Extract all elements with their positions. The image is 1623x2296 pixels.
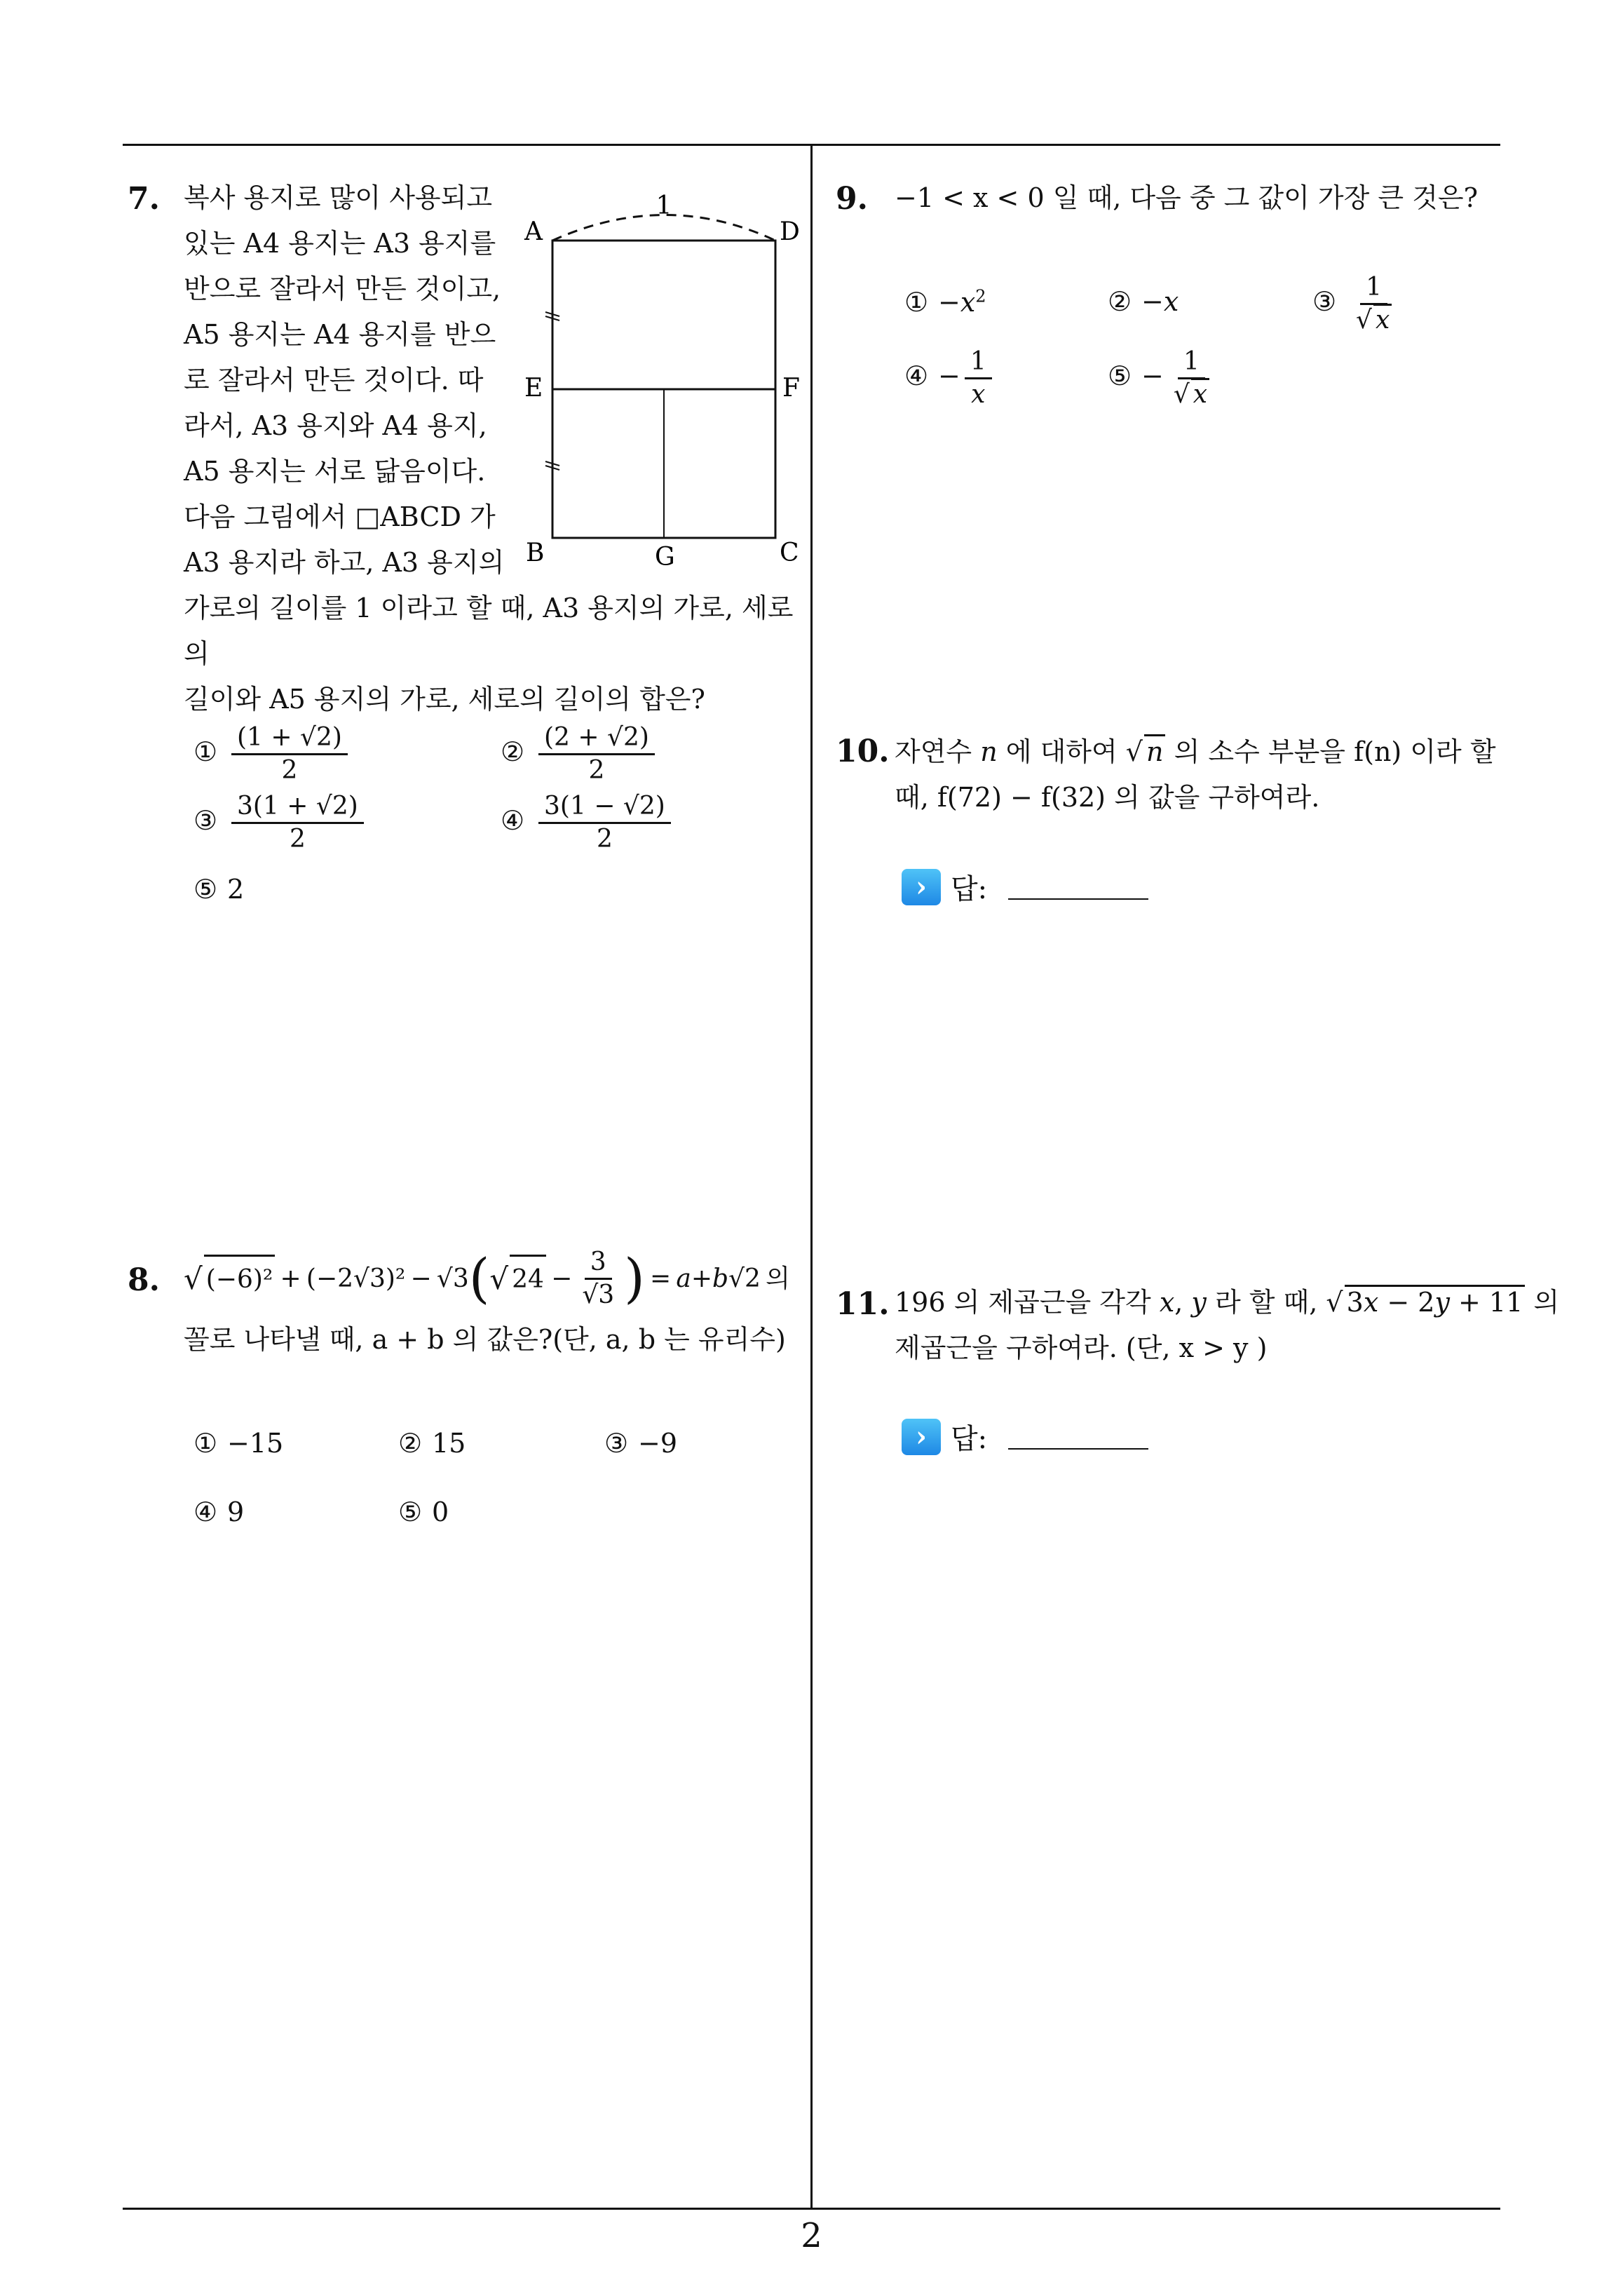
- q7-option-1[interactable]: [193, 722, 352, 786]
- option-mark: ③: [193, 805, 218, 836]
- q7-line: 라서, A3 용지와 A4 용지,: [184, 410, 487, 441]
- label-f: F: [782, 374, 800, 403]
- fraction: [1168, 346, 1215, 410]
- q8-option-1[interactable]: [193, 1428, 283, 1459]
- q10-line1-text: 의 소수 부분을 f(n) 이라 할: [1174, 736, 1496, 767]
- q7-line: 복사 용지로 많이 사용되고: [184, 182, 493, 213]
- option-value: 0: [432, 1497, 449, 1527]
- q8-option-4[interactable]: [193, 1497, 244, 1527]
- option-value: −9: [638, 1428, 678, 1459]
- option-value: 2: [227, 874, 245, 905]
- denominator: 2: [289, 825, 306, 853]
- label-a: A: [524, 217, 543, 246]
- chevron-right-icon: ›: [902, 869, 941, 905]
- q7-option-5[interactable]: [193, 874, 244, 905]
- denominator: x: [971, 380, 986, 409]
- q9-option-4[interactable]: ④ − $\frac{1}{x}$: [904, 346, 996, 410]
- option-mark: ③: [604, 1428, 629, 1459]
- option-mark: ③: [1312, 286, 1337, 317]
- a3-paper-figure: [519, 182, 806, 582]
- q9-option-5[interactable]: ⑤ − $\frac{1}{√ x}$: [1108, 346, 1219, 410]
- denominator: √ x: [1168, 379, 1215, 410]
- q7-number: 7.: [128, 181, 160, 217]
- fraction: [538, 791, 671, 855]
- page-number: 2: [801, 2216, 822, 2255]
- answer-label: 답:: [951, 1423, 988, 1455]
- fraction: [965, 346, 992, 410]
- q9-option-1[interactable]: [904, 286, 986, 318]
- answer-blank[interactable]: [1008, 1448, 1148, 1450]
- denominator: 2: [281, 756, 298, 785]
- chevron-right-icon: ›: [902, 1419, 941, 1455]
- option-mark: ①: [193, 736, 218, 767]
- q8-option-5[interactable]: [398, 1497, 449, 1527]
- q7-line: 가로의 길이를 1 이라고 할 때, A3 용지의 가로, 세로의: [184, 593, 794, 669]
- q10-line1: 자연수 n 에 대하여 √ n 의 소수 부분을 f(n) 이라 할: [895, 729, 1512, 775]
- option-value: 9: [227, 1497, 245, 1527]
- q7-line: A5 용지는 A4 용지를 반으: [184, 319, 496, 350]
- denominator: 2: [588, 756, 605, 785]
- label-top: 1: [656, 191, 672, 220]
- denominator: 2: [596, 825, 613, 853]
- q10-answer[interactable]: [902, 867, 1148, 907]
- q7-option-4[interactable]: [501, 791, 675, 855]
- numerator: 1: [1178, 346, 1205, 379]
- option-value: −15: [227, 1428, 284, 1459]
- option-value: $-x^2$: [938, 286, 986, 318]
- q11-answer[interactable]: [902, 1417, 1148, 1457]
- label-g: G: [655, 543, 675, 572]
- option-mark: ②: [398, 1428, 423, 1459]
- option-value: −x: [1141, 286, 1179, 317]
- q7-line: 로 잘라서 만든 것이다. 따: [184, 365, 484, 396]
- option-mark: ⑤: [398, 1497, 423, 1527]
- q8-expression: √ (−6)² + (−2√3)² − √3 ( √ 24 − $\frac{3}{√3}$ ) = a + b √2 의: [184, 1247, 790, 1309]
- option-value: 15: [432, 1428, 466, 1459]
- q9-option-3[interactable]: [1312, 272, 1401, 336]
- option-mark: ⑤: [1108, 360, 1132, 391]
- column-divider: [810, 146, 813, 2209]
- q7-line: A3 용지라 하고, A3 용지의: [184, 547, 505, 578]
- q8-option-2[interactable]: [398, 1428, 466, 1459]
- label-e: E: [524, 374, 543, 403]
- q11-line1: 196 의 제곱근을 각각 x, y 라 할 때, √ 3x − 2y + 11 의: [895, 1280, 1512, 1325]
- q10-line2: 때, f(72) − f(32) 의 값을 구하여라.: [895, 782, 1320, 813]
- fraction: [538, 722, 655, 786]
- numerator: (2 + √2): [538, 722, 655, 755]
- option-mark: ④: [501, 805, 525, 836]
- answer-label: 답:: [951, 873, 988, 905]
- option-mark: ②: [501, 736, 525, 767]
- q7-line: 다음 그림에서 □ABCD 가: [184, 501, 496, 532]
- q8-option-3[interactable]: [604, 1428, 677, 1459]
- q9-text: −1 < x < 0 일 때, 다음 중 그 값이 가장 큰 것은?: [895, 182, 1478, 213]
- q7-line: 있는 A4 용지는 A3 용지를: [184, 228, 496, 259]
- numerator: 1: [965, 346, 992, 379]
- q7-line: 반으로 잘라서 만든 것이고,: [184, 274, 501, 304]
- numerator: 3(1 − √2): [538, 791, 671, 824]
- numerator: 3(1 + √2): [231, 791, 364, 824]
- option-mark: ④: [904, 360, 929, 391]
- option-mark: ①: [193, 1428, 218, 1459]
- option-mark: ④: [193, 1497, 218, 1527]
- q9-number: 9.: [836, 181, 868, 217]
- option-mark: ②: [1108, 286, 1132, 317]
- q8-line2: 꼴로 나타낼 때, a + b 의 값은?(단, a, b 는 유리수): [184, 1324, 786, 1355]
- numerator: (1 + √2): [231, 722, 348, 755]
- fraction: [231, 791, 364, 855]
- answer-blank[interactable]: [1008, 898, 1148, 900]
- label-c: C: [780, 539, 799, 567]
- q7-line: 길이와 A5 용지의 가로, 세로의 길이의 합은?: [184, 684, 705, 715]
- q7-option-3[interactable]: [193, 791, 368, 855]
- q11-number: 11.: [836, 1286, 890, 1322]
- q9-option-2[interactable]: [1108, 286, 1179, 317]
- q7-line: A5 용지는 서로 닮음이다.: [184, 456, 486, 487]
- q7-option-2[interactable]: [501, 722, 659, 786]
- q8-number: 8.: [128, 1262, 160, 1298]
- fraction: [1350, 272, 1397, 336]
- option-mark: ⑤: [193, 874, 218, 905]
- option-mark: ①: [904, 286, 929, 318]
- fraction: [231, 722, 348, 786]
- label-b: B: [526, 539, 545, 567]
- label-d: D: [780, 217, 800, 246]
- q11-line2: 제곱근을 구하여라. (단, x > y ): [895, 1332, 1268, 1363]
- q10-number: 10.: [836, 734, 890, 769]
- bottom-rule: [123, 2208, 1500, 2210]
- denominator: √ x: [1350, 305, 1397, 336]
- numerator: 1: [1360, 272, 1387, 305]
